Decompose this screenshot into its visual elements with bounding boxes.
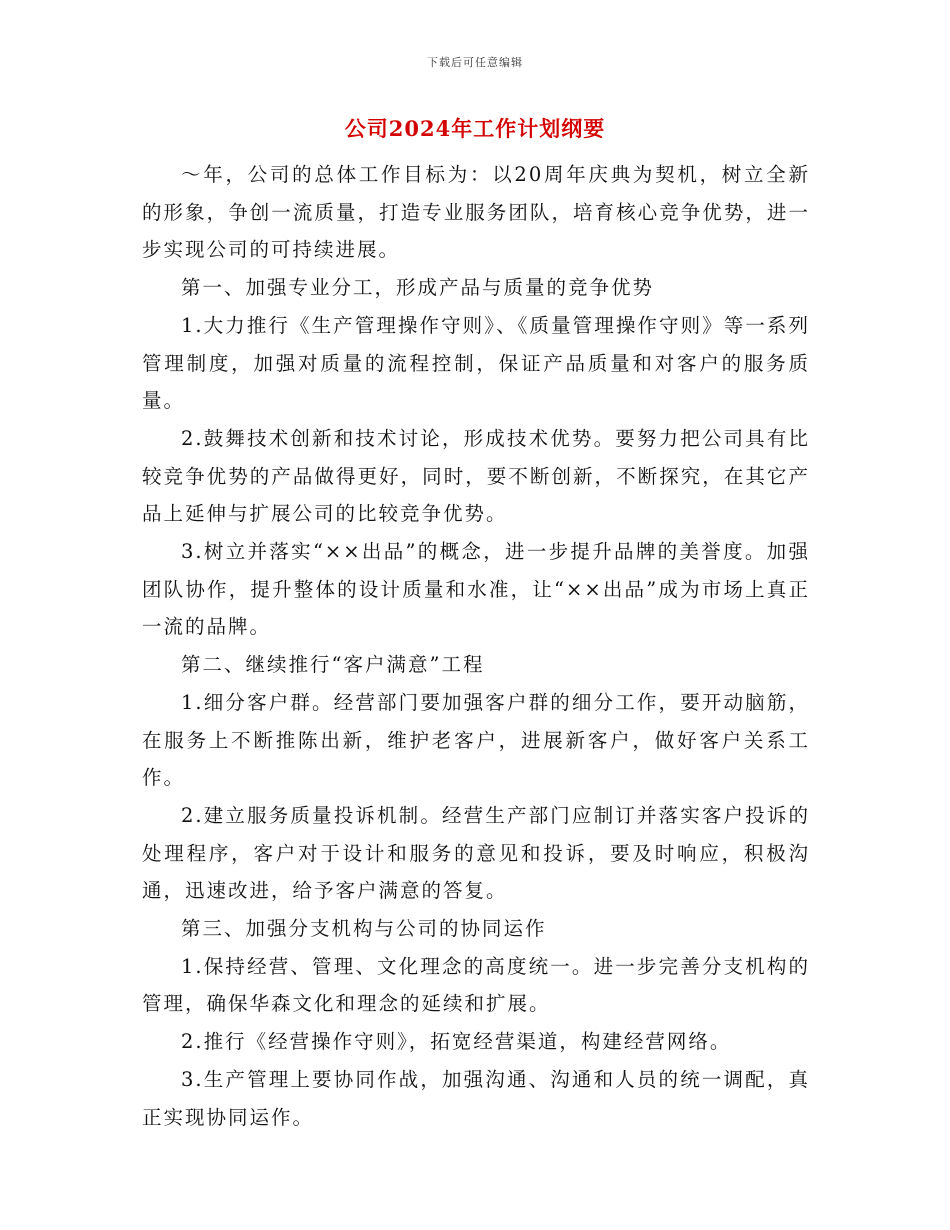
intro-paragraph: ～年，公司的总体工作目标为：以20周年庆典为契机，树立全新的形象，争创一流质量，打造专业服务团队，培育核心竞争优势，进一步实现公司的可持续进展。 bbox=[142, 163, 810, 262]
document-body bbox=[142, 156, 810, 1136]
paragraph-1-3: 3.树立并落实“××出品”的概念，进一步提升品牌的美誉度。加强团队协作，提升整体的设计质量和水准，让“××出品”成为市场上真正一流的品牌。 bbox=[142, 540, 810, 639]
paragraph-3-1: 1.保持经营、管理、文化理念的高度统一。进一步完善分支机构的管理，确保华森文化和理念的延续和扩展。 bbox=[142, 954, 810, 1016]
section-heading-1: 第一、加强专业分工，形成产品与质量的竞争优势 bbox=[181, 276, 655, 300]
paragraph-2-2: 2.建立服务质量投诉机制。经营生产部门应制订并落实客户投诉的处理程序，客户对于设计和服务的意见和投诉，要及时响应，积极沟通，迅速改进，给予客户满意的答复。 bbox=[142, 803, 810, 903]
paragraph-1-1: 1.大力推行《生产管理操作守则》、《质量管理操作守则》等一系列管理制度，加强对质量的流程控制，保证产品质量和对客户的服务质量。 bbox=[142, 313, 810, 413]
section-heading-2: 第二、继续推行“客户满意”工程 bbox=[181, 653, 485, 677]
paragraph-2-1: 1.细分客户群。经营部门要加强客户群的细分工作，要开动脑筋，在服务上不断推陈出新，维护老客户，进展新客户，做好客户关系工作。 bbox=[142, 690, 810, 790]
section-heading-3: 第三、加强分支机构与公司的协同运作 bbox=[181, 917, 547, 941]
paragraph-1-2: 2.鼓舞技术创新和技术讨论，形成技术优势。要努力把公司具有比较竞争优势的产品做得更好，同时，要不断创新，不断探究，在其它产品上延伸与扩展公司的比较竞争优势。 bbox=[142, 426, 810, 526]
paragraph-3-3: 3.生产管理上要协同作战，加强沟通、沟通和人员的统一调配，真正实现协同运作。 bbox=[142, 1067, 810, 1129]
document-title: 公司2024年工作计划纲要 bbox=[344, 116, 606, 141]
paragraph-3-2: 2.推行《经营操作守则》，拓宽经营渠道，构建经营网络。 bbox=[181, 1030, 732, 1054]
header-note: 下载后可任意编辑 bbox=[427, 56, 523, 69]
